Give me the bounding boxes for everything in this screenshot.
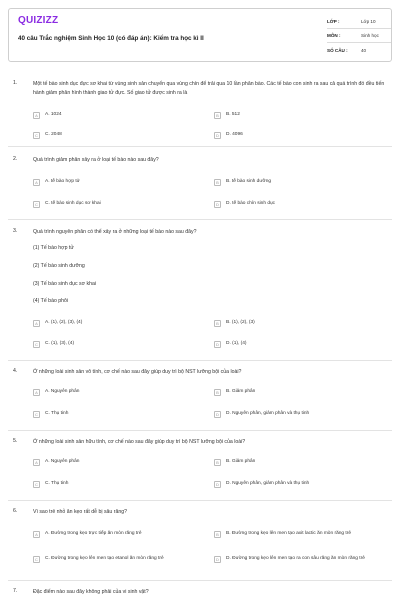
option-text: B. Giảm phân xyxy=(226,389,256,395)
option-b[interactable] xyxy=(214,386,255,399)
meta-row-count xyxy=(327,43,391,57)
option-letter-box: A xyxy=(33,112,40,119)
option-letter-box: A xyxy=(33,389,40,396)
divider xyxy=(8,219,392,220)
divider xyxy=(8,146,392,147)
option-letter-box: C xyxy=(33,411,40,418)
option-text: B. 512 xyxy=(226,112,240,118)
option-text: A. Đường trong kẹo trực tiếp ăn mòn răng trẻ xyxy=(45,531,142,537)
option-letter-box: D xyxy=(214,201,221,208)
question-1 xyxy=(13,80,391,150)
option-d[interactable] xyxy=(214,129,243,142)
option-letter-box: C xyxy=(33,201,40,208)
option-letter-box: A xyxy=(33,531,40,538)
option-letter-box: B xyxy=(214,459,221,466)
option-text: B. tế bào sinh dưỡng xyxy=(226,179,272,185)
option-text: B. (1), (2), (3) xyxy=(226,320,255,326)
question-number: 1. xyxy=(13,80,18,86)
divider xyxy=(8,430,392,431)
meta-label: MÔN : xyxy=(327,33,341,38)
option-d[interactable] xyxy=(214,408,309,421)
question-number: 3. xyxy=(13,228,18,234)
option-text: C. Thụ tinh xyxy=(45,411,69,417)
question-number: 5. xyxy=(13,438,18,444)
option-text: D. Đường trong kẹo lên men tạo ra con sâu răng ăn mòn răng trẻ xyxy=(226,556,365,562)
meta-table xyxy=(327,15,391,57)
option-a[interactable] xyxy=(33,176,80,189)
question-text: Quá trình giảm phân xảy ra ở loại tế bào nào sau đây? xyxy=(33,157,159,163)
option-letter-box: C xyxy=(33,132,40,139)
question-number: 6. xyxy=(13,508,18,514)
option-d[interactable] xyxy=(214,478,309,491)
question-3 xyxy=(13,228,391,358)
option-text: C. tế bào sinh dục sơ khai xyxy=(45,201,101,207)
question-text: Ở những loài sinh sản hữu tính, cơ chế nào sau đây giúp duy trì bộ NST lưỡng bội của loài? xyxy=(33,439,246,445)
option-text: C. Thụ tinh xyxy=(45,481,69,487)
option-text: D. Nguyên phân, giảm phân và thụ tinh xyxy=(226,411,310,417)
meta-value: Lớp 10 xyxy=(361,19,376,24)
question-text: Đặc điểm nào sau đây không phải của vi sinh vật? xyxy=(33,589,149,595)
option-a[interactable] xyxy=(33,528,211,541)
option-letter-box: C xyxy=(33,341,40,348)
sub-item: (3) Tế bào sinh dục sơ khai xyxy=(33,281,96,287)
option-letter-box: D xyxy=(214,341,221,348)
meta-value: Sinh học xyxy=(361,33,379,38)
option-c[interactable] xyxy=(33,338,74,351)
option-text: D. Nguyên phân, giảm phân và thụ tinh xyxy=(226,481,310,487)
option-text: B. Giảm phân xyxy=(226,459,256,465)
option-a[interactable] xyxy=(33,109,62,122)
option-letter-box: B xyxy=(214,531,221,538)
question-2 xyxy=(13,156,391,218)
option-b[interactable] xyxy=(214,456,255,469)
option-text: A. tế bào hợp tử xyxy=(45,179,80,185)
option-text: B. Đường trong kẹo lên men tạo axit lactic ăn mòn răng trẻ xyxy=(226,531,352,537)
divider xyxy=(8,360,392,361)
meta-row-subject xyxy=(327,29,391,43)
option-letter-box: C xyxy=(33,481,40,488)
divider xyxy=(8,580,392,581)
option-letter-box: B xyxy=(214,179,221,186)
option-d[interactable] xyxy=(214,198,275,211)
option-text: A. 1024 xyxy=(45,112,62,118)
option-c[interactable] xyxy=(33,129,62,142)
option-b[interactable] xyxy=(214,176,271,189)
question-text: Vì sao trẻ nhỏ ăn kẹo rất dễ bị sâu răng? xyxy=(33,509,128,515)
question-text: Một tế bào sinh dục đực sơ khai từ vùng sinh sản chuyển qua vùng chín để trải qua 10 lần phân bào. Các tế bào con sinh ra sau cả quá trình đó đều tiến hành giảm phân hình thành giao tử đực. Số giao tử được sinh ra là xyxy=(33,81,385,96)
option-d[interactable] xyxy=(214,553,390,566)
worksheet-title: 40 câu Trắc nghiệm Sinh Học 10 (có đáp án): Kiểm tra học kì II xyxy=(18,35,204,42)
option-text: D. 4096 xyxy=(226,132,243,138)
option-text: A. Nguyên phân xyxy=(45,389,80,395)
meta-row-class xyxy=(327,15,391,29)
option-b[interactable] xyxy=(214,317,255,330)
option-letter-box: A xyxy=(33,459,40,466)
sub-item: (2) Tế bào sinh dưỡng xyxy=(33,263,85,269)
option-letter-box: D xyxy=(214,481,221,488)
option-b[interactable] xyxy=(214,528,390,541)
option-letter-box: B xyxy=(214,320,221,327)
option-a[interactable] xyxy=(33,456,79,469)
divider xyxy=(8,500,392,501)
question-number: 2. xyxy=(13,156,18,162)
option-b[interactable] xyxy=(214,109,240,122)
question-text: Quá trình nguyên phân có thể xảy ra ở những loại tế bào nào sau đây? xyxy=(33,229,197,235)
question-7 xyxy=(13,588,391,600)
option-text: A. Nguyên phân xyxy=(45,459,80,465)
sub-item: (4) Tế bào phôi xyxy=(33,298,69,304)
option-c[interactable] xyxy=(33,553,211,566)
question-number: 4. xyxy=(13,368,18,374)
option-d[interactable] xyxy=(214,338,247,351)
option-letter-box: D xyxy=(214,132,221,139)
option-letter-box: A xyxy=(33,320,40,327)
option-text: D. (1), (4) xyxy=(226,341,247,347)
meta-label: SỐ CÂU : xyxy=(327,47,348,53)
option-text: A. (1), (2), (3), (4) xyxy=(45,320,83,326)
question-6 xyxy=(13,508,391,576)
question-text: Ở những loài sinh sản vô tính, cơ chế nào sau đây giúp duy trì bộ NST lưỡng bội của loài? xyxy=(33,369,242,375)
option-letter-box: D xyxy=(214,411,221,418)
sub-item: (1) Tế bào hợp tử xyxy=(33,245,74,251)
option-letter-box: B xyxy=(214,112,221,119)
option-letter-box: A xyxy=(33,179,40,186)
question-number: 7. xyxy=(13,588,18,594)
quizizz-logo: QUIZIZZ xyxy=(18,15,59,26)
option-c[interactable] xyxy=(33,198,101,211)
option-letter-box: D xyxy=(214,556,221,563)
option-c[interactable] xyxy=(33,408,68,421)
meta-label: LỚP : xyxy=(327,19,340,24)
option-text: C. 2048 xyxy=(45,132,62,138)
option-text: D. tế bào chín sinh dục xyxy=(226,201,276,207)
option-a[interactable] xyxy=(33,386,79,399)
meta-value: 40 xyxy=(361,47,367,53)
question-4 xyxy=(13,368,391,428)
option-c[interactable] xyxy=(33,478,68,491)
option-letter-box: C xyxy=(33,556,40,563)
question-5 xyxy=(13,438,391,498)
option-text: C. (1), (3), (4) xyxy=(45,341,75,347)
option-text: C. Đường trong kẹo lên men tạo etanol ăn mòn răng trẻ xyxy=(45,556,164,562)
option-letter-box: B xyxy=(214,389,221,396)
option-a[interactable] xyxy=(33,317,82,330)
worksheet-header xyxy=(8,8,392,62)
